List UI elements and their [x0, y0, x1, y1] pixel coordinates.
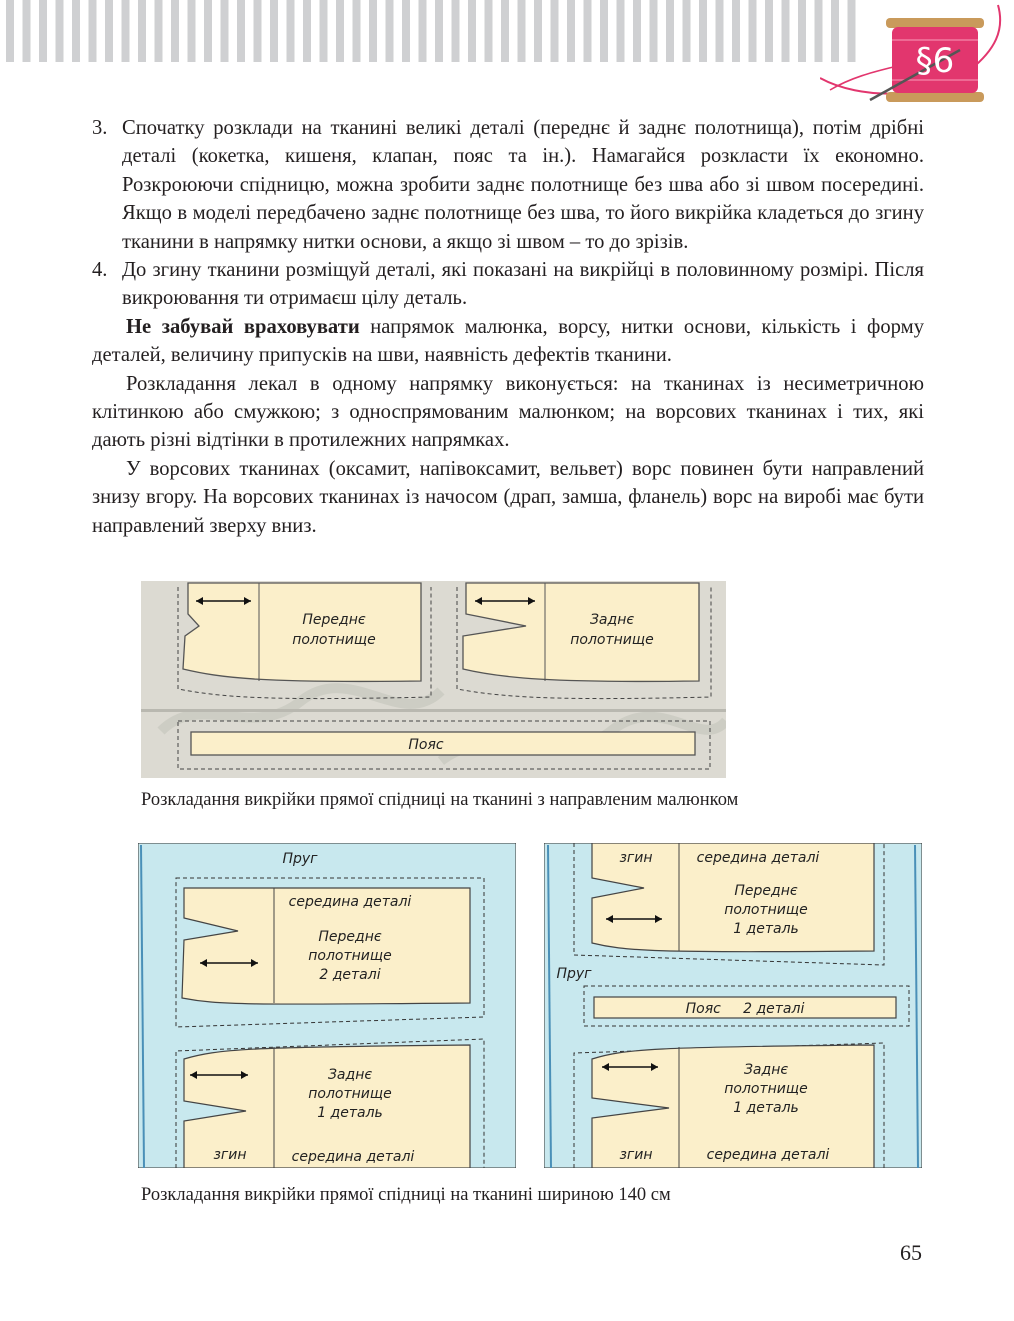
header-stripe [386, 0, 394, 62]
header-stripe [551, 0, 559, 62]
front-panel-label: полотнище [308, 948, 392, 964]
header-stripe [23, 0, 31, 62]
header-stripe [452, 0, 460, 62]
header-stripe [666, 0, 674, 62]
front-panel-label: 2 деталі [319, 967, 381, 983]
paragraph: Розкладання лекал в одному напрямку виконується: на тканинах із несиметричною клітинкою або смужкою; з односпрямованим малюнком; на ворсових тканинах і тих, які дають різні відтінки в протилежних напрямках. [92, 372, 924, 452]
header-stripe [534, 0, 542, 62]
figure-layout-140cm-left [138, 843, 516, 1168]
front-panel-label: Переднє [302, 612, 366, 628]
header-stripe [39, 0, 47, 62]
back-panel-label: Заднє [743, 1062, 789, 1078]
header-stripe [683, 0, 691, 62]
header-stripe [6, 0, 14, 62]
back-panel-label: полотнище [308, 1086, 392, 1102]
back-panel-label: 1 деталь [733, 1100, 799, 1116]
figure2-caption: Розкладання викрійки прямої спідниці на тканині шириною 140 см [141, 1185, 671, 1205]
paragraph [92, 313, 924, 370]
front-panel-label: 1 деталь [733, 921, 799, 937]
header-stripe [699, 0, 707, 62]
fold-label-top: згин [619, 850, 653, 866]
mid-label: середина деталі [696, 850, 820, 866]
header-stripe [633, 0, 641, 62]
back-panel-label: 1 деталь [317, 1105, 383, 1121]
header-stripe [485, 0, 493, 62]
back-panel-label: полотнище [570, 632, 654, 648]
figure1-caption: Розкладання викрійки прямої спідниці на тканині з направленим малюнком [141, 790, 739, 810]
header-stripe [188, 0, 196, 62]
header-stripe [501, 0, 509, 62]
section-number: §6 [915, 41, 955, 81]
bold-phrase: Не забувай враховувати [126, 315, 360, 338]
list-text: Спочатку розклади на тканині великі деталі (переднє й заднє полотнища), потім дрібні деталі (кокетка, кишеня, клапан, пояс та ін.). Намагайся розкласти їх економно. Розкроюючи спідницю, можна зробити заднє полотнище без шва або зі швом посередині. Якщо в моделі передбачено заднє полотнище без шва, то його викрійка кладеться до згину тканини в напрямку нитки основи, а якщо зі швом – то до зрізів. [122, 117, 924, 253]
page-number: 65 [900, 1240, 922, 1265]
header-stripe [237, 0, 245, 62]
header-stripe [72, 0, 80, 62]
paragraph: У ворсових тканинах (оксамит, напівоксамит, вельвет) ворс повинен бути направлений знизу вгору. На ворсових тканинах із начосом (драп, замша, фланель) ворс на виробі має бути направлений зверху вниз. [92, 457, 924, 537]
header-stripe [138, 0, 146, 62]
header-stripe [155, 0, 163, 62]
header-stripe [204, 0, 212, 62]
back-panel-label: Заднє [589, 612, 635, 628]
section-badge [820, 0, 1014, 112]
header-stripe [402, 0, 410, 62]
paragraph-text: напрямок малюнка, ворсу, нитки основи, кількість і форму деталей, величину припусків на шви, наявність дефектів тканини. [92, 315, 924, 367]
list-text: До згину тканини розміщуй деталі, які показані на викрійці в половинному розмірі. Після викроювання ти отримаєш цілу деталь. [122, 259, 924, 310]
header-stripe [254, 0, 262, 62]
mid-label-bottom: середина деталі [291, 1149, 415, 1165]
header-stripe [600, 0, 608, 62]
header-stripe [369, 0, 377, 62]
fold-label: згин [213, 1147, 247, 1163]
front-panel-label: полотнище [292, 632, 376, 648]
header-stripe [419, 0, 427, 62]
header-stripe [617, 0, 625, 62]
header-stripe [89, 0, 97, 62]
header-stripe [56, 0, 64, 62]
back-panel-label: Заднє [327, 1067, 373, 1083]
header-stripe [287, 0, 295, 62]
front-panel-label: Переднє [318, 929, 382, 945]
header-stripe [320, 0, 328, 62]
list-number: 3. [92, 117, 108, 139]
list-item [92, 114, 924, 256]
header-stripe [584, 0, 592, 62]
header-stripe [782, 0, 790, 62]
figure-layout-140cm-right [544, 843, 922, 1168]
front-panel-label: Переднє [734, 883, 798, 899]
fold-label: згин [619, 1147, 653, 1163]
header-stripe [567, 0, 575, 62]
body-text [92, 114, 924, 540]
spool-bottom [886, 92, 984, 102]
header-stripe [336, 0, 344, 62]
back-panel-label: полотнище [724, 1081, 808, 1097]
selvedge-label: Пруг [282, 851, 318, 867]
header-stripe [650, 0, 658, 62]
header-stripe [732, 0, 740, 62]
header-stripe [798, 0, 806, 62]
header-stripe [171, 0, 179, 62]
header-stripe [353, 0, 361, 62]
header-stripe [468, 0, 476, 62]
mid-label: середина деталі [288, 894, 412, 910]
figure-directional-layout [141, 581, 726, 778]
header-stripe [435, 0, 443, 62]
belt-label: Пояс [408, 737, 444, 753]
selvedge-label: Пруг [556, 966, 592, 982]
list-number: 4. [92, 259, 108, 282]
mid-label-bottom: середина деталі [706, 1147, 830, 1163]
header-stripe [270, 0, 278, 62]
header-stripe [122, 0, 130, 62]
header-stripe [765, 0, 773, 62]
belt-label: Пояс 2 деталі [685, 1001, 805, 1017]
spool-top [886, 18, 984, 28]
header-stripe [716, 0, 724, 62]
front-panel-label: полотнище [724, 902, 808, 918]
header-stripe [105, 0, 113, 62]
header-stripe [518, 0, 526, 62]
list-item [92, 256, 924, 313]
header-stripe [303, 0, 311, 62]
header-stripe [221, 0, 229, 62]
header-stripe [749, 0, 757, 62]
